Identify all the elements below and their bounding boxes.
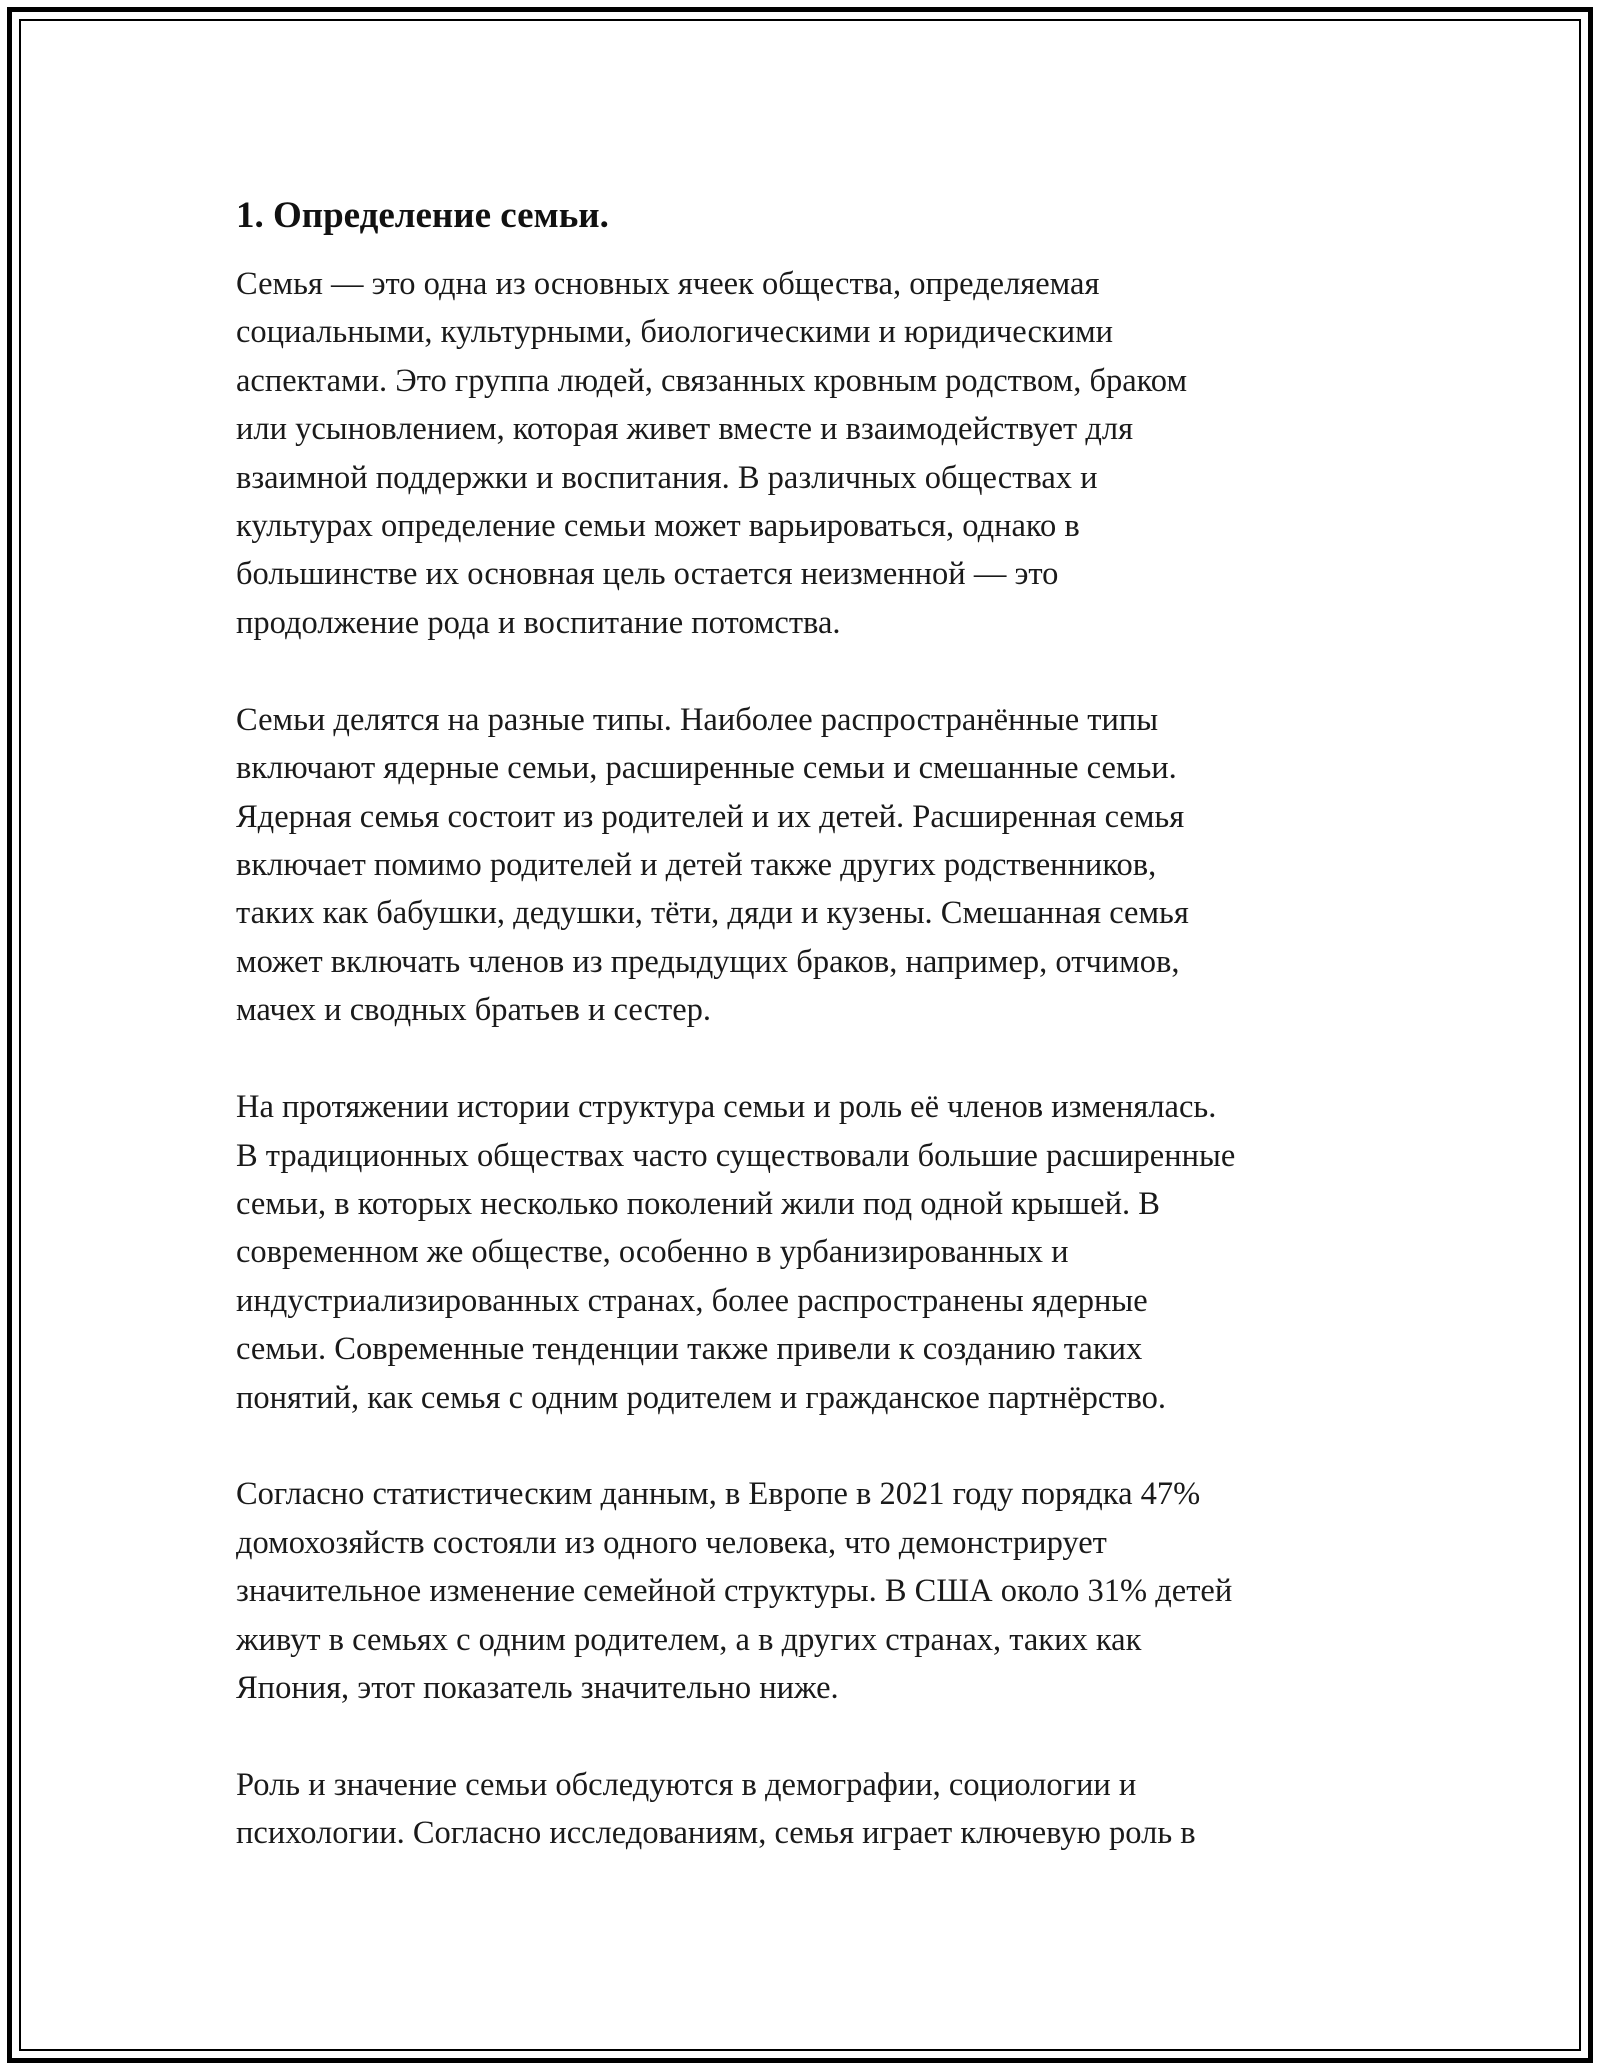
text-line: включает помимо родителей и детей также других родственников,	[236, 846, 1157, 883]
text-line: Семья — это одна из основных ячеек общества, определяемая	[236, 266, 1100, 302]
paragraph-family-types	[236, 696, 1386, 1035]
text-line: психологии. Согласно исследованиям, семья играет ключевую роль в	[236, 1815, 1196, 1852]
text-line: домохозяйств состояли из одного человека, что демонстрирует	[236, 1524, 1107, 1561]
text-line: Согласно статистическим данным, в Европе в 2021 году порядка 47%	[236, 1476, 1201, 1513]
text-line: включают ядерные семьи, расширенные семьи и смешанные семьи.	[236, 750, 1177, 787]
text-line: значительное изменение семейной структуры. В США около 31% детей	[236, 1573, 1233, 1610]
section-heading: 1. Определение семьи.	[236, 195, 609, 236]
document-body	[236, 184, 1386, 1906]
text-line: аспектами. Это группа людей, связанных кровным родством, браком	[236, 362, 1188, 399]
text-line: понятий, как семья с одним родителем и гражданское партнёрство.	[236, 1379, 1167, 1416]
paragraph-family-research	[236, 1761, 1386, 1858]
text-line: большинстве их основная цель остается неизменной — это	[236, 556, 1059, 593]
text-line: современном же обществе, особенно в урбанизированных и	[236, 1234, 1069, 1271]
paragraph-family-history	[236, 1083, 1386, 1422]
text-line: Ядерная семья состоит из родителей и их детей. Расширенная семья	[236, 798, 1185, 835]
text-line: продолжение рода и воспитание потомства.	[236, 604, 841, 641]
text-line: таких как бабушки, дедушки, тёти, дяди и кузены. Смешанная семья	[236, 895, 1189, 932]
text-line: взаимной поддержки и воспитания. В различных обществах и	[236, 459, 1098, 496]
text-line: культурах определение семьи может варьироваться, однако в	[236, 508, 1080, 545]
text-line: индустриализированных странах, более распространены ядерные	[236, 1282, 1148, 1319]
text-line: социальными, культурными, биологическими и юридическими	[236, 314, 1114, 351]
text-line: Япония, этот показатель значительно ниже.	[236, 1670, 839, 1707]
text-line: На протяжении истории структура семьи и роль её членов изменялась.	[236, 1089, 1217, 1126]
text-line: Роль и значение семьи обследуются в демографии, социологии и	[236, 1766, 1137, 1803]
text-line: может включать членов из предыдущих браков, например, отчимов,	[236, 943, 1180, 980]
text-line: живут в семьях с одним родителем, а в других странах, таких как	[236, 1621, 1142, 1658]
text-line: мачех и сводных братьев и сестер.	[236, 992, 711, 1029]
paragraph-family-definition	[236, 260, 1386, 647]
text-line: Семьи делятся на разные типы. Наиболее распространённые типы	[236, 701, 1159, 738]
text-line: семьи, в которых несколько поколений жили под одной крышей. В	[236, 1185, 1160, 1222]
paragraph-family-statistics	[236, 1470, 1386, 1712]
text-line: или усыновлением, которая живет вместе и взаимодействует для	[236, 411, 1134, 448]
text-line: семьи. Современные тенденции также привели к созданию таких	[236, 1331, 1143, 1368]
text-line: В традиционных обществах часто существовали большие расширенные	[236, 1137, 1236, 1174]
